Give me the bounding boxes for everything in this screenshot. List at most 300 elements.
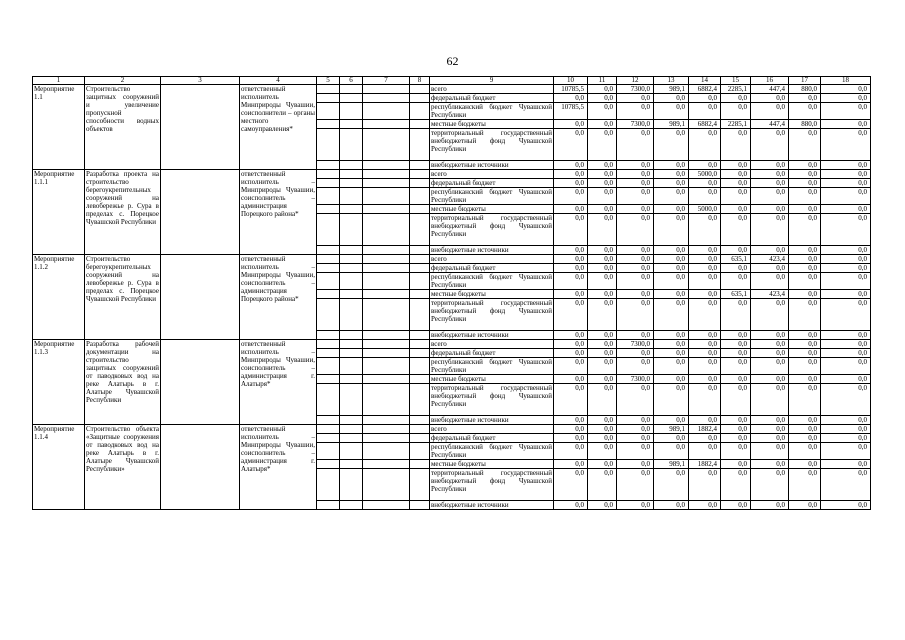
- empty-cell: [410, 349, 430, 358]
- amount-cell: 5000,0: [689, 205, 721, 214]
- empty-cell: [363, 120, 410, 129]
- measure-name: Разработка рабочей документации на строительство защитных сооружений от паводковых вод на реке Алатырь в г. Алатыре Чувашской Республики: [85, 340, 161, 425]
- amount-cell: 0,0: [721, 179, 751, 188]
- empty-cell: [410, 299, 430, 331]
- amount-cell: 989,1: [654, 460, 689, 469]
- amount-cell: 0,0: [689, 264, 721, 273]
- amount-cell: 0,0: [554, 94, 588, 103]
- funding-source: республиканский бюджет Чувашской Республики: [431, 103, 552, 119]
- amount-cell: 0,0: [654, 331, 689, 340]
- amount-cell: 0,0: [789, 384, 821, 416]
- amount-cell: 0,0: [821, 290, 871, 299]
- amount-cell: 0,0: [751, 273, 789, 290]
- amount-cell: 0,0: [721, 205, 751, 214]
- amount-cell: 0,0: [554, 331, 588, 340]
- amount-cell: 5000,0: [689, 170, 721, 179]
- empty-cell: [410, 170, 430, 179]
- amount-cell: 0,0: [654, 358, 689, 375]
- empty-cell: [340, 103, 363, 120]
- empty-cell: [340, 214, 363, 246]
- amount-cell: 0,0: [751, 188, 789, 205]
- amount-cell: 0,0: [654, 443, 689, 460]
- amount-cell: 1882,4: [689, 460, 721, 469]
- amount-cell: 0,0: [588, 358, 617, 375]
- amount-cell: 635,1: [721, 255, 751, 264]
- amount-cell: 0,0: [654, 214, 689, 246]
- column-number: 10: [554, 77, 588, 85]
- amount-cell: 0,0: [789, 170, 821, 179]
- amount-cell: 989,1: [654, 120, 689, 129]
- amount-cell: 7300,0: [617, 340, 654, 349]
- empty-cell: [410, 103, 430, 120]
- amount-cell: 0,0: [751, 161, 789, 170]
- empty-cell: [410, 340, 430, 349]
- empty-cell: [340, 375, 363, 384]
- amount-cell: 635,1: [721, 290, 751, 299]
- empty-cell: [340, 290, 363, 299]
- amount-cell: 0,0: [654, 94, 689, 103]
- empty-cell: [363, 375, 410, 384]
- measure-executor: ответственный исполнитель – Минприроды Чувашии, соисполнитель – администрация г. Алатыря*: [240, 340, 317, 425]
- amount-cell: 0,0: [721, 384, 751, 416]
- amount-cell: 0,0: [554, 349, 588, 358]
- empty-cell: [363, 94, 410, 103]
- amount-cell: 0,0: [588, 205, 617, 214]
- empty-cell: [317, 188, 340, 205]
- empty-cell: [317, 460, 340, 469]
- column-number: 6: [340, 77, 363, 85]
- amount-cell: 0,0: [617, 170, 654, 179]
- measure-code: Мероприятие 1.1: [33, 85, 85, 170]
- empty-cell: [161, 340, 240, 425]
- empty-cell: [340, 120, 363, 129]
- amount-cell: 0,0: [654, 416, 689, 425]
- amount-cell: 0,0: [821, 375, 871, 384]
- empty-cell: [410, 460, 430, 469]
- amount-cell: 0,0: [654, 349, 689, 358]
- empty-cell: [317, 425, 340, 434]
- amount-cell: 0,0: [821, 340, 871, 349]
- amount-cell: 0,0: [821, 170, 871, 179]
- empty-cell: [317, 358, 340, 375]
- amount-cell: 0,0: [588, 469, 617, 501]
- amount-cell: 0,0: [751, 264, 789, 273]
- amount-cell: 0,0: [789, 349, 821, 358]
- amount-cell: 0,0: [721, 434, 751, 443]
- empty-cell: [340, 460, 363, 469]
- amount-cell: 0,0: [789, 103, 821, 120]
- amount-cell: 0,0: [617, 214, 654, 246]
- amount-cell: 0,0: [789, 460, 821, 469]
- amount-cell: 0,0: [821, 255, 871, 264]
- empty-cell: [363, 299, 410, 331]
- amount-cell: 0,0: [554, 290, 588, 299]
- amount-cell: 0,0: [789, 94, 821, 103]
- amount-cell: 0,0: [821, 416, 871, 425]
- empty-cell: [317, 384, 340, 416]
- amount-cell: 0,0: [821, 349, 871, 358]
- amount-cell: 989,1: [654, 85, 689, 94]
- amount-cell: 0,0: [554, 273, 588, 290]
- empty-cell: [317, 416, 340, 425]
- amount-cell: 0,0: [821, 331, 871, 340]
- amount-cell: 0,0: [554, 120, 588, 129]
- amount-cell: 0,0: [721, 375, 751, 384]
- empty-cell: [410, 120, 430, 129]
- amount-cell: 0,0: [554, 179, 588, 188]
- amount-cell: 0,0: [821, 264, 871, 273]
- amount-cell: 447,4: [751, 120, 789, 129]
- amount-cell: 0,0: [689, 94, 721, 103]
- amount-cell: 0,0: [554, 358, 588, 375]
- amount-cell: 2285,1: [721, 120, 751, 129]
- funding-source: местные бюджеты: [430, 290, 554, 299]
- funding-source: федеральный бюджет: [430, 179, 554, 188]
- amount-cell: 6882,4: [689, 120, 721, 129]
- amount-cell: 0,0: [689, 434, 721, 443]
- empty-cell: [340, 349, 363, 358]
- column-number: 14: [689, 77, 721, 85]
- amount-cell: 0,0: [617, 416, 654, 425]
- empty-cell: [317, 264, 340, 273]
- amount-cell: 0,0: [789, 331, 821, 340]
- empty-cell: [340, 434, 363, 443]
- empty-cell: [340, 161, 363, 170]
- amount-cell: 0,0: [789, 264, 821, 273]
- amount-cell: 0,0: [751, 384, 789, 416]
- table-row: [33, 170, 871, 179]
- amount-cell: 6882,4: [689, 85, 721, 94]
- empty-cell: [410, 443, 430, 460]
- amount-cell: 0,0: [821, 205, 871, 214]
- amount-cell: 0,0: [654, 188, 689, 205]
- column-number: 1: [33, 77, 85, 85]
- amount-cell: 0,0: [617, 103, 654, 120]
- amount-cell: 0,0: [554, 460, 588, 469]
- amount-cell: 0,0: [689, 331, 721, 340]
- measure-executor: ответственный исполнитель – Минприроды Чувашии, соисполнитель – администрация Порецкого района*: [240, 170, 317, 255]
- amount-cell: 447,4: [751, 85, 789, 94]
- empty-cell: [363, 358, 410, 375]
- amount-cell: 0,0: [821, 384, 871, 416]
- empty-cell: [363, 416, 410, 425]
- empty-cell: [410, 214, 430, 246]
- empty-cell: [363, 264, 410, 273]
- funding-source: местные бюджеты: [430, 460, 554, 469]
- amount-cell: 0,0: [689, 501, 721, 510]
- amount-cell: 0,0: [654, 205, 689, 214]
- amount-cell: 0,0: [689, 214, 721, 246]
- amount-cell: 0,0: [588, 161, 617, 170]
- amount-cell: 0,0: [821, 214, 871, 246]
- amount-cell: 0,0: [654, 103, 689, 120]
- funding-source: федеральный бюджет: [430, 264, 554, 273]
- amount-cell: 0,0: [689, 188, 721, 205]
- amount-cell: 0,0: [654, 469, 689, 501]
- amount-cell: 0,0: [554, 205, 588, 214]
- amount-cell: 0,0: [554, 469, 588, 501]
- empty-cell: [410, 94, 430, 103]
- empty-cell: [340, 501, 363, 510]
- amount-cell: 0,0: [821, 103, 871, 120]
- amount-cell: 0,0: [654, 434, 689, 443]
- empty-cell: [363, 443, 410, 460]
- empty-cell: [161, 85, 240, 170]
- empty-cell: [317, 120, 340, 129]
- empty-cell: [340, 358, 363, 375]
- amount-cell: 0,0: [721, 214, 751, 246]
- funding-source: всего: [430, 170, 554, 179]
- amount-cell: 0,0: [751, 205, 789, 214]
- empty-cell: [317, 331, 340, 340]
- amount-cell: 0,0: [789, 290, 821, 299]
- empty-cell: [317, 94, 340, 103]
- amount-cell: 0,0: [554, 264, 588, 273]
- empty-cell: [340, 94, 363, 103]
- amount-cell: 0,0: [617, 358, 654, 375]
- amount-cell: 0,0: [617, 246, 654, 255]
- amount-cell: 0,0: [821, 161, 871, 170]
- amount-cell: 0,0: [588, 375, 617, 384]
- amount-cell: 0,0: [821, 434, 871, 443]
- funding-source: всего: [430, 255, 554, 264]
- empty-cell: [340, 331, 363, 340]
- amount-cell: 0,0: [654, 129, 689, 161]
- empty-cell: [410, 129, 430, 161]
- empty-cell: [363, 170, 410, 179]
- amount-cell: 0,0: [689, 255, 721, 264]
- amount-cell: 10785,5: [554, 85, 588, 94]
- amount-cell: 10785,5: [554, 103, 588, 120]
- empty-cell: [317, 255, 340, 264]
- empty-cell: [410, 290, 430, 299]
- funding-source: внебюджетные источники: [430, 161, 554, 170]
- funding-source: местные бюджеты: [430, 205, 554, 214]
- amount-cell: 0,0: [721, 273, 751, 290]
- empty-cell: [363, 290, 410, 299]
- amount-cell: 0,0: [789, 179, 821, 188]
- empty-cell: [410, 85, 430, 94]
- amount-cell: 0,0: [721, 170, 751, 179]
- empty-cell: [363, 460, 410, 469]
- funding-source: всего: [430, 425, 554, 434]
- amount-cell: 0,0: [689, 290, 721, 299]
- amount-cell: 0,0: [654, 501, 689, 510]
- empty-cell: [317, 246, 340, 255]
- amount-cell: 0,0: [588, 340, 617, 349]
- amount-cell: 0,0: [617, 384, 654, 416]
- amount-cell: 0,0: [654, 179, 689, 188]
- amount-cell: 0,0: [588, 179, 617, 188]
- empty-cell: [410, 273, 430, 290]
- empty-cell: [317, 443, 340, 460]
- amount-cell: 0,0: [654, 246, 689, 255]
- empty-cell: [410, 188, 430, 205]
- empty-cell: [410, 501, 430, 510]
- amount-cell: 0,0: [588, 273, 617, 290]
- amount-cell: 0,0: [588, 94, 617, 103]
- amount-cell: 0,0: [617, 434, 654, 443]
- measure-code: Мероприятие 1.1.3: [33, 340, 85, 425]
- empty-cell: [317, 469, 340, 501]
- amount-cell: 880,0: [789, 85, 821, 94]
- amount-cell: 0,0: [554, 434, 588, 443]
- amount-cell: 2285,1: [721, 85, 751, 94]
- empty-cell: [340, 416, 363, 425]
- amount-cell: 0,0: [588, 264, 617, 273]
- column-number: 7: [363, 77, 410, 85]
- amount-cell: 0,0: [588, 290, 617, 299]
- funding-source: республиканский бюджет Чувашской Республики: [431, 273, 552, 289]
- amount-cell: 0,0: [689, 375, 721, 384]
- amount-cell: 0,0: [617, 264, 654, 273]
- amount-cell: 0,0: [721, 460, 751, 469]
- amount-cell: 0,0: [689, 246, 721, 255]
- amount-cell: 0,0: [789, 246, 821, 255]
- amount-cell: 0,0: [617, 129, 654, 161]
- amount-cell: 0,0: [617, 501, 654, 510]
- empty-cell: [317, 205, 340, 214]
- amount-cell: 0,0: [554, 501, 588, 510]
- empty-cell: [410, 205, 430, 214]
- amount-cell: 0,0: [821, 129, 871, 161]
- amount-cell: 0,0: [588, 299, 617, 331]
- column-number: 13: [654, 77, 689, 85]
- amount-cell: 0,0: [821, 85, 871, 94]
- funding-source: внебюджетные источники: [430, 501, 554, 510]
- amount-cell: 0,0: [617, 161, 654, 170]
- amount-cell: 0,0: [588, 170, 617, 179]
- empty-cell: [363, 188, 410, 205]
- empty-cell: [340, 129, 363, 161]
- measure-executor: ответственный исполнитель Минприроды Чувашии, соисполнители – органы местного самоуправления*: [240, 85, 317, 170]
- amount-cell: 0,0: [751, 179, 789, 188]
- column-number: 16: [751, 77, 789, 85]
- empty-cell: [410, 469, 430, 501]
- amount-cell: 0,0: [588, 255, 617, 264]
- amount-cell: 0,0: [588, 349, 617, 358]
- amount-cell: 0,0: [588, 501, 617, 510]
- amount-cell: 0,0: [554, 170, 588, 179]
- amount-cell: 0,0: [751, 425, 789, 434]
- amount-cell: 0,0: [654, 264, 689, 273]
- amount-cell: 0,0: [721, 349, 751, 358]
- amount-cell: 880,0: [789, 120, 821, 129]
- amount-cell: 0,0: [554, 255, 588, 264]
- amount-cell: 0,0: [789, 273, 821, 290]
- amount-cell: 0,0: [721, 188, 751, 205]
- funding-table: [32, 76, 871, 510]
- amount-cell: 0,0: [588, 443, 617, 460]
- amount-cell: 0,0: [751, 349, 789, 358]
- amount-cell: 0,0: [588, 214, 617, 246]
- amount-cell: 0,0: [654, 273, 689, 290]
- column-number: 15: [721, 77, 751, 85]
- amount-cell: 0,0: [588, 384, 617, 416]
- measure-code: Мероприятие 1.1.2: [33, 255, 85, 340]
- amount-cell: 0,0: [789, 434, 821, 443]
- empty-cell: [363, 246, 410, 255]
- funding-source: территориальный государственный внебюджетный фонд Чувашской Республики: [430, 469, 554, 501]
- amount-cell: 0,0: [821, 469, 871, 501]
- empty-cell: [317, 290, 340, 299]
- empty-cell: [410, 384, 430, 416]
- empty-cell: [363, 501, 410, 510]
- column-number: 9: [430, 77, 554, 85]
- amount-cell: 0,0: [654, 384, 689, 416]
- empty-cell: [363, 340, 410, 349]
- amount-cell: 0,0: [654, 161, 689, 170]
- empty-cell: [340, 273, 363, 290]
- amount-cell: 0,0: [751, 331, 789, 340]
- amount-cell: 0,0: [751, 103, 789, 120]
- amount-cell: 0,0: [821, 94, 871, 103]
- measure-executor: ответственный исполнитель – Минприроды Чувашии, соисполнитель – администрация г. Алатыря*: [240, 425, 317, 510]
- amount-cell: 0,0: [588, 188, 617, 205]
- amount-cell: 0,0: [588, 331, 617, 340]
- amount-cell: 0,0: [588, 434, 617, 443]
- amount-cell: 0,0: [751, 443, 789, 460]
- empty-cell: [317, 103, 340, 120]
- amount-cell: 0,0: [654, 255, 689, 264]
- amount-cell: 0,0: [821, 188, 871, 205]
- amount-cell: 0,0: [617, 469, 654, 501]
- amount-cell: 0,0: [617, 179, 654, 188]
- amount-cell: 0,0: [751, 94, 789, 103]
- amount-cell: 989,1: [654, 425, 689, 434]
- empty-cell: [363, 434, 410, 443]
- amount-cell: 0,0: [789, 188, 821, 205]
- empty-cell: [340, 443, 363, 460]
- amount-cell: 0,0: [554, 161, 588, 170]
- amount-cell: 0,0: [554, 246, 588, 255]
- amount-cell: 0,0: [554, 299, 588, 331]
- amount-cell: 0,0: [751, 340, 789, 349]
- funding-source: территориальный государственный внебюджетный фонд Чувашской Республики: [430, 129, 554, 161]
- empty-cell: [410, 255, 430, 264]
- empty-cell: [410, 179, 430, 188]
- empty-cell: [363, 205, 410, 214]
- funding-source: территориальный государственный внебюджетный фонд Чувашской Республики: [430, 299, 554, 331]
- empty-cell: [363, 179, 410, 188]
- empty-cell: [161, 170, 240, 255]
- empty-cell: [340, 205, 363, 214]
- amount-cell: 0,0: [654, 340, 689, 349]
- empty-cell: [317, 299, 340, 331]
- amount-cell: 0,0: [789, 129, 821, 161]
- empty-cell: [410, 246, 430, 255]
- empty-cell: [340, 255, 363, 264]
- funding-source: федеральный бюджет: [430, 94, 554, 103]
- amount-cell: 0,0: [751, 501, 789, 510]
- amount-cell: 1882,4: [689, 425, 721, 434]
- amount-cell: 0,0: [821, 179, 871, 188]
- funding-source: всего: [430, 85, 554, 94]
- empty-cell: [363, 331, 410, 340]
- amount-cell: 0,0: [689, 416, 721, 425]
- amount-cell: 0,0: [821, 501, 871, 510]
- amount-cell: 0,0: [554, 214, 588, 246]
- funding-source: территориальный государственный внебюджетный фонд Чувашской Республики: [430, 214, 554, 246]
- amount-cell: 0,0: [751, 469, 789, 501]
- empty-cell: [410, 264, 430, 273]
- amount-cell: 0,0: [721, 425, 751, 434]
- funding-source: республиканский бюджет Чувашской Республики: [431, 358, 552, 374]
- amount-cell: 0,0: [789, 416, 821, 425]
- table-row: [33, 340, 871, 349]
- empty-cell: [317, 340, 340, 349]
- empty-cell: [317, 129, 340, 161]
